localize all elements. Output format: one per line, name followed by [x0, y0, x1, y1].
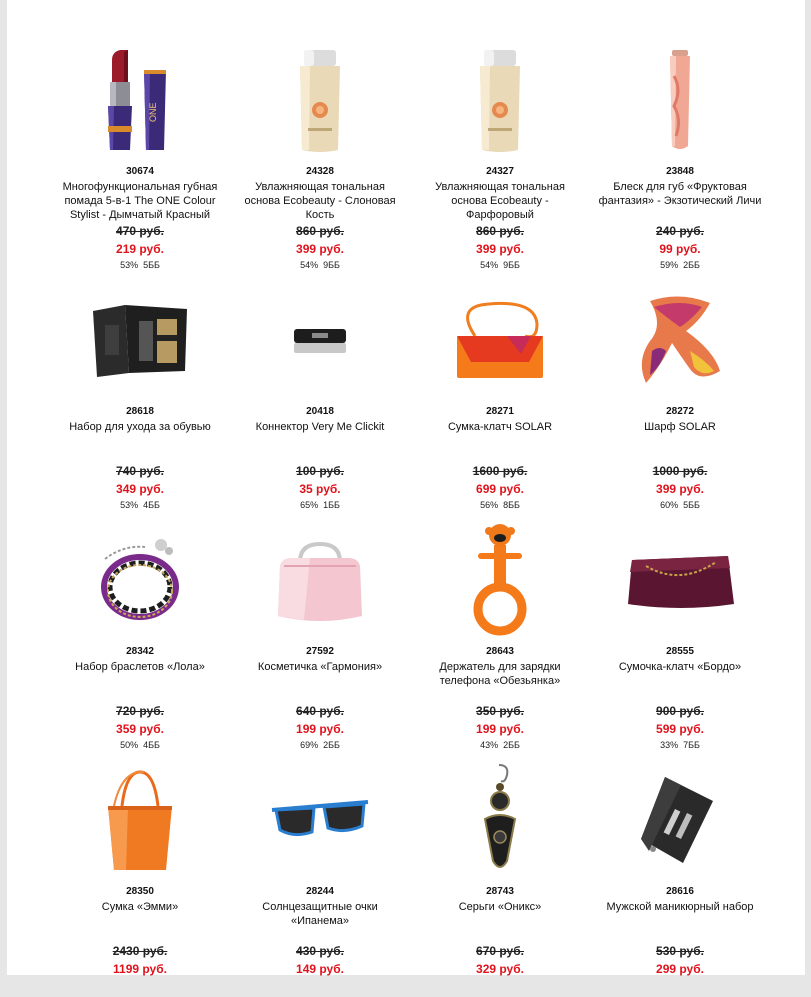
new-price: 699 руб.: [476, 482, 524, 496]
points-badge: 4ББ: [143, 740, 160, 750]
product-name[interactable]: Косметичка «Гармония»: [257, 661, 383, 673]
product-meta: [590, 500, 770, 510]
product-card[interactable]: [230, 277, 410, 517]
product-name[interactable]: Сумочка-клатч «Бордо»: [618, 661, 742, 673]
product-card[interactable]: [410, 517, 590, 757]
bracelet-icon: [95, 531, 185, 631]
points-badge: 9ББ: [323, 260, 340, 270]
product-image[interactable]: [410, 277, 590, 405]
new-price: 399 руб.: [476, 242, 524, 256]
points-badge: 5ББ: [683, 500, 700, 510]
points-badge: 4ББ: [143, 500, 160, 510]
product-card[interactable]: [230, 517, 410, 757]
old-price: 1000 руб.: [652, 464, 708, 478]
product-image[interactable]: [410, 517, 590, 645]
product-card[interactable]: [230, 37, 410, 277]
product-meta: [410, 260, 590, 270]
new-price: 399 руб.: [296, 242, 344, 256]
product-sku: 28342: [126, 646, 154, 657]
product-name[interactable]: Серьги «Оникс»: [458, 901, 542, 913]
catalog-page: [7, 0, 805, 975]
product-sku: 28743: [486, 886, 514, 897]
product-image[interactable]: [590, 37, 770, 165]
product-card[interactable]: [590, 757, 770, 997]
points-badge: 9ББ: [503, 260, 520, 270]
discount-badge: 60%: [660, 500, 679, 510]
product-sku: 28244: [306, 886, 334, 897]
sunglasses-icon: [270, 796, 370, 846]
new-price: 35 руб.: [299, 482, 341, 496]
discount-badge: 65%: [300, 500, 319, 510]
product-name[interactable]: Держатель для зарядки телефона «Обезьянка»: [439, 661, 561, 687]
connector-icon: [290, 321, 350, 361]
shoe-care-kit-icon: [85, 301, 195, 381]
product-card[interactable]: [230, 757, 410, 997]
lip-gloss-icon: [660, 46, 700, 156]
old-price: 240 руб.: [656, 224, 704, 238]
product-image[interactable]: [410, 757, 590, 885]
product-name[interactable]: Сумка «Эмми»: [101, 901, 179, 913]
product-name[interactable]: Коннектор Very Me Clickit: [255, 421, 385, 433]
product-name[interactable]: Солнцезащитные очки «Ипанема»: [262, 901, 378, 927]
product-name[interactable]: Набор браслетов «Лола»: [75, 661, 205, 673]
discount-badge: 54%: [300, 260, 319, 270]
product-image[interactable]: [590, 517, 770, 645]
product-card[interactable]: [410, 757, 590, 997]
product-meta: [590, 980, 770, 990]
old-price: 860 руб.: [296, 224, 344, 238]
tote-bag-icon: [100, 766, 180, 876]
product-meta: [230, 740, 410, 750]
product-name[interactable]: Сумка-клатч SOLAR: [447, 421, 553, 433]
manicure-kit-icon: [635, 771, 725, 871]
product-card[interactable]: [50, 37, 230, 277]
product-card[interactable]: [590, 37, 770, 277]
old-price: 1600 руб.: [472, 464, 528, 478]
discount-badge: 50%: [120, 740, 139, 750]
old-price: 740 руб.: [116, 464, 164, 478]
new-price: 99 руб.: [659, 242, 701, 256]
old-price: 430 руб.: [296, 944, 344, 958]
product-meta: [50, 500, 230, 510]
product-card[interactable]: [50, 277, 230, 517]
product-meta: [410, 500, 590, 510]
points-badge: 5ББ: [143, 260, 160, 270]
product-sku: 23848: [666, 166, 694, 177]
product-meta: [230, 980, 410, 990]
new-price: 329 руб.: [476, 962, 524, 976]
product-sku: 28555: [666, 646, 694, 657]
product-meta: [50, 980, 230, 990]
foundation-bottle-icon: [290, 46, 350, 156]
discount-badge: 54%: [480, 260, 499, 270]
discount-badge: 56%: [480, 500, 499, 510]
old-price: 470 руб.: [116, 224, 164, 238]
product-image[interactable]: [230, 517, 410, 645]
lipstick-icon: [100, 46, 180, 156]
product-sku: 24327: [486, 166, 514, 177]
discount-badge: 53%: [120, 260, 139, 270]
new-price: 599 руб.: [656, 722, 704, 736]
points-badge: 2ББ: [323, 740, 340, 750]
product-image[interactable]: [410, 37, 590, 165]
old-price: 2430 руб.: [112, 944, 168, 958]
product-sku: 24328: [306, 166, 334, 177]
old-price: 670 руб.: [476, 944, 524, 958]
product-image[interactable]: [50, 517, 230, 645]
product-sku: 28643: [486, 646, 514, 657]
product-sku: 20418: [306, 406, 334, 417]
product-sku: 28618: [126, 406, 154, 417]
product-sku: 28271: [486, 406, 514, 417]
product-name[interactable]: Мужской маникюрный набор: [606, 901, 754, 913]
svg-text:ONE: ONE: [148, 102, 158, 122]
product-image[interactable]: [230, 277, 410, 405]
new-price: 359 руб.: [116, 722, 164, 736]
product-sku: 28616: [666, 886, 694, 897]
product-meta: [590, 740, 770, 750]
discount-badge: 33%: [660, 740, 679, 750]
discount-badge: 53%: [120, 500, 139, 510]
product-name[interactable]: Шарф SOLAR: [644, 421, 716, 433]
product-meta: [410, 980, 590, 990]
product-sku: 28350: [126, 886, 154, 897]
new-price: 349 руб.: [116, 482, 164, 496]
old-price: 640 руб.: [296, 704, 344, 718]
product-card[interactable]: [50, 517, 230, 757]
discount-badge: 43%: [480, 740, 499, 750]
product-name[interactable]: Набор для ухода за обувью: [69, 421, 211, 433]
product-image[interactable]: [50, 757, 230, 885]
burgundy-clutch-icon: [620, 546, 740, 616]
product-meta: [590, 260, 770, 270]
product-sku: 30674: [126, 166, 154, 177]
scarf-icon: [630, 291, 730, 391]
earring-icon: [475, 761, 525, 881]
old-price: 100 руб.: [296, 464, 344, 478]
clutch-bag-icon: [445, 296, 555, 386]
product-name[interactable]: Увлажняющая тональная основа Ecobeauty - Слоновая Кость: [244, 181, 396, 221]
new-price: 199 руб.: [296, 722, 344, 736]
product-grid: [50, 37, 770, 997]
product-name[interactable]: Многофункциональная губная помада 5-в-1 The ONE Colour Stylist - Дымчатый Красный: [62, 181, 218, 221]
cosmetic-bag-icon: [270, 536, 370, 626]
points-badge: 2ББ: [683, 260, 700, 270]
discount-badge: 69%: [300, 740, 319, 750]
product-image[interactable]: [590, 757, 770, 885]
new-price: 149 руб.: [296, 962, 344, 976]
old-price: 530 руб.: [656, 944, 704, 958]
product-card[interactable]: [50, 757, 230, 997]
old-price: 860 руб.: [476, 224, 524, 238]
product-meta: [230, 260, 410, 270]
points-badge: 1ББ: [323, 500, 340, 510]
old-price: 350 руб.: [476, 704, 524, 718]
points-badge: 2ББ: [503, 740, 520, 750]
product-card[interactable]: [410, 277, 590, 517]
product-image[interactable]: [590, 277, 770, 405]
new-price: 199 руб.: [476, 722, 524, 736]
product-image[interactable]: [230, 37, 410, 165]
product-sku: 28272: [666, 406, 694, 417]
old-price: 720 руб.: [116, 704, 164, 718]
product-meta: [410, 740, 590, 750]
product-meta: [230, 500, 410, 510]
monkey-phone-holder-icon: [470, 521, 530, 641]
product-card[interactable]: [410, 37, 590, 277]
product-card[interactable]: [590, 277, 770, 517]
product-card[interactable]: [590, 517, 770, 757]
foundation-bottle-icon: [470, 46, 530, 156]
points-badge: 7ББ: [683, 740, 700, 750]
product-image[interactable]: [230, 757, 410, 885]
old-price: 900 руб.: [656, 704, 704, 718]
product-meta: [50, 740, 230, 750]
product-image[interactable]: [50, 277, 230, 405]
new-price: 399 руб.: [656, 482, 704, 496]
product-name[interactable]: Блеск для губ «Фруктовая фантазия» - Экзотический Личи: [598, 181, 762, 207]
product-name[interactable]: Увлажняющая тональная основа Ecobeauty - Фарфоровый: [435, 181, 565, 221]
product-image[interactable]: [50, 37, 230, 165]
product-sku: 27592: [306, 646, 334, 657]
points-badge: 8ББ: [503, 500, 520, 510]
new-price: 219 руб.: [116, 242, 164, 256]
product-meta: [50, 260, 230, 270]
discount-badge: 59%: [660, 260, 679, 270]
new-price: 1199 руб.: [113, 962, 167, 976]
new-price: 299 руб.: [656, 962, 704, 976]
